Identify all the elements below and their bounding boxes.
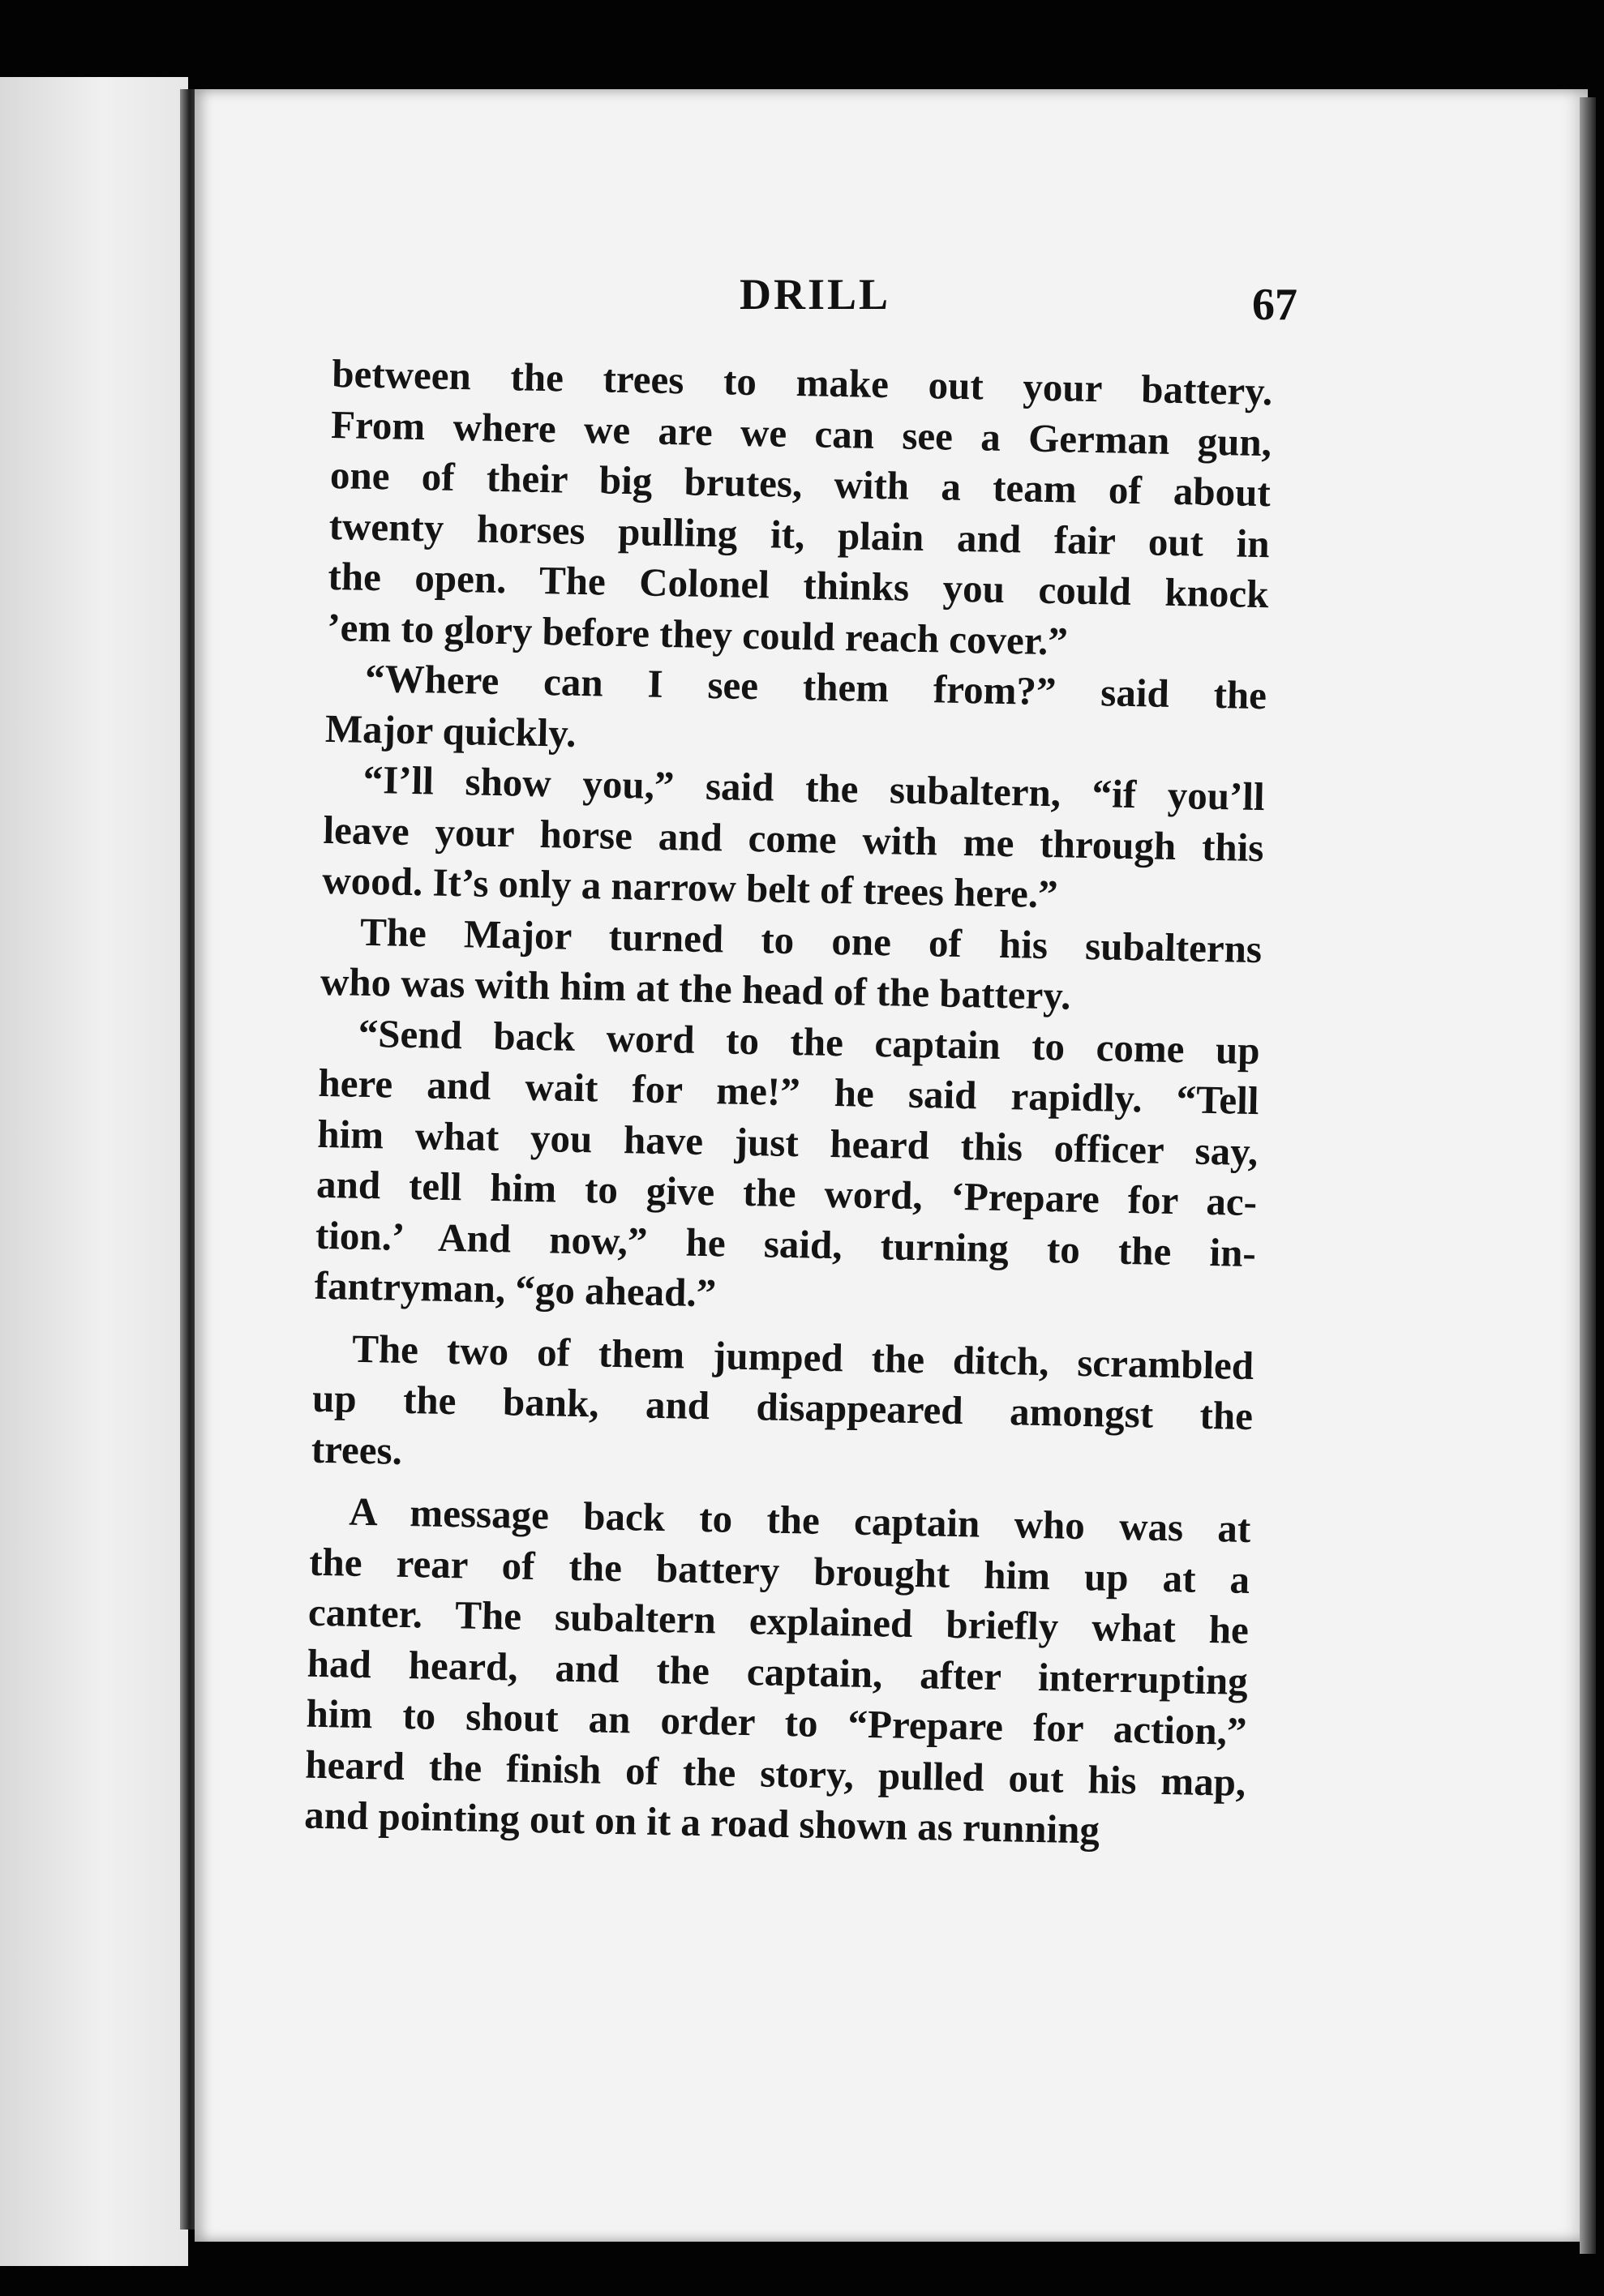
page-header [195, 269, 1588, 334]
paragraph [314, 1007, 1260, 1329]
text-line: “I’ll show you,” said the subaltern, “if you’ll [362, 756, 1266, 820]
text-line: and pointing out on it a road shown as running [303, 1792, 1100, 1853]
body-text [304, 349, 1273, 1858]
text-line: The two of them jumped the ditch, scrambled [351, 1326, 1254, 1388]
paragraph [327, 349, 1273, 670]
text-line: the rear of the battery brought him up at a [308, 1539, 1250, 1602]
text-line: leave your horse and come with me through this [323, 807, 1264, 870]
text-line: wood. It’s only a narrow belt of trees here.” [321, 857, 1059, 917]
text-line: tion.’ And now,” he said, turning to the in- [315, 1212, 1257, 1275]
text-line: twenty horses pulling it, plain and fair out in [328, 503, 1271, 566]
paragraph [320, 906, 1262, 1025]
text-line: the open. The Colonel thinks you could knock [328, 553, 1269, 617]
text-line: From where we are we can see a German gun, [330, 401, 1272, 465]
text-line: “Where can I see them from?” said the [364, 655, 1267, 718]
text-line: ’em to glory before they could reach cover.” [326, 604, 1069, 663]
paragraph [322, 754, 1265, 924]
text-line: fantryman, “go ahead.” [314, 1262, 717, 1316]
text-line: here and wait for me!” he said rapidly. “Tell [318, 1060, 1259, 1124]
text-line: Major quickly. [324, 705, 577, 756]
left-page-edge [0, 77, 188, 2266]
paragraph [324, 653, 1267, 772]
text-line: trees. [311, 1426, 403, 1473]
paragraph [311, 1322, 1254, 1493]
text-line: who was with him at the head of the battery. [320, 958, 1071, 1018]
text-line: A message back to the captain who was at [348, 1489, 1251, 1551]
text-line: him to shout an order to “Prepare for action,” [306, 1690, 1247, 1754]
text-line: between the trees to make out your battery. [331, 350, 1273, 414]
running-head: DRILL [740, 270, 891, 319]
text-line: up the bank, and disappeared amongst the [311, 1375, 1254, 1439]
text-line: “Send back word to the captain to come up [358, 1010, 1261, 1073]
book-page [195, 89, 1588, 2242]
text-line: one of their big brutes, with a team of about [329, 452, 1272, 516]
right-page-edge [1580, 97, 1596, 2254]
text-line: The Major turned to one of his subalterns [359, 909, 1263, 971]
paragraph [304, 1486, 1251, 1859]
text-line: heard the finish of the story, pulled out his map, [304, 1741, 1246, 1805]
text-line: had heard, and the captain, after interrupting [307, 1640, 1249, 1703]
text-line: him what you have just heard this officer say, [316, 1111, 1259, 1174]
text-line: canter. The subaltern explained briefly what he [307, 1589, 1250, 1652]
page-number: 67 [1252, 280, 1297, 330]
text-line: and tell him to give the word, ‘Prepare for ac- [315, 1161, 1258, 1225]
